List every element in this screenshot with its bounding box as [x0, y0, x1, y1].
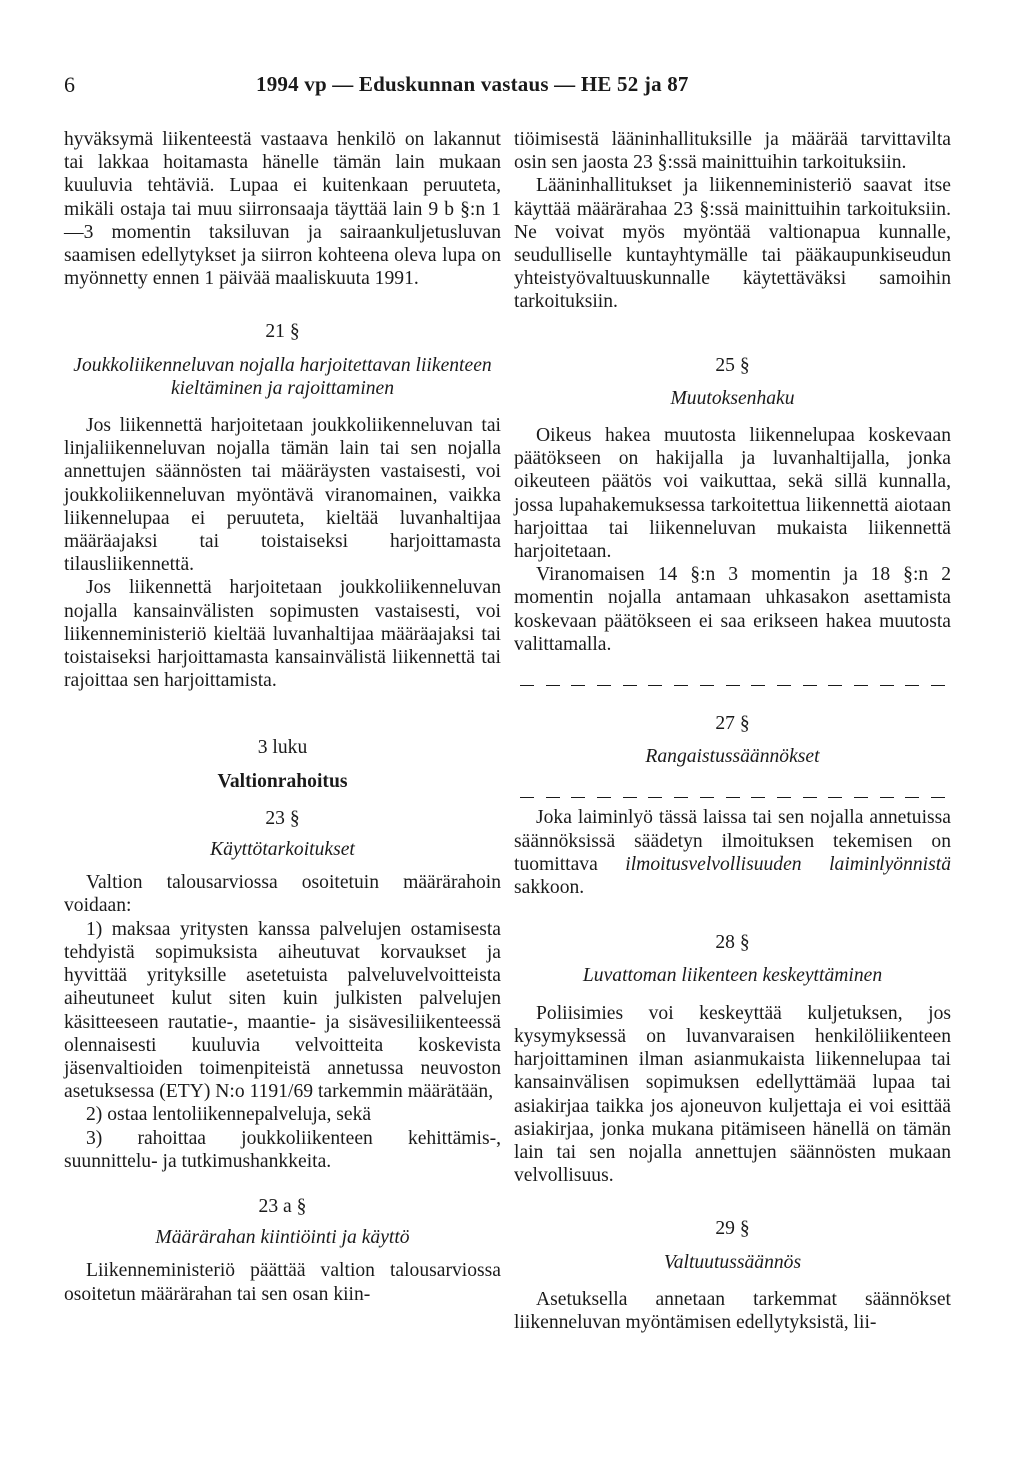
running-head: 1994 vp — Eduskunnan vastaus — HE 52 ja 87 — [256, 72, 689, 96]
section-title: Määrärahan kiintiöinti ja käyttö — [155, 1227, 410, 1249]
paragraph: Poliisimies voi keskeyttää kuljetuksen, jos kysymyksessä on luvanvaraisen henkilöliikenteen harjoittaminen ilman asianmukaista liikennelupaa tai kansainvälisen sopimuksen edellyttämää lupaa tai asiakirjaa taikka jos ajoneuvon kuljettaja ei voi esittää asiakirjaa, jonka mukana pitämiseen hänellä on tämän lain tai sen nojalla annettujen säännösten mukaan velvollisuus. — [514, 1002, 951, 1187]
section-title: Joukkoliikenneluvan nojalla harjoitettavan liikenteen kieltäminen ja rajoittaminen — [73, 354, 492, 399]
chapter-title: Valtionrahoitus — [217, 770, 348, 792]
list-item: 3) rahoittaa joukkoliikenteen kehittämis-, suunnittelu- ja tutkimushankkeita. — [64, 1127, 501, 1172]
paragraph: Oikeus hakea muutosta liikennelupaa koskevaan päätökseen on hakijalla ja luvanhaltijalla, jonka oikeuteen päätös voi vaikuttaa, sekä sillä kunnalla, jossa lupahakemuksessa tarkoitettua liikennettä aiotaan harjoittaa tai liikenneluvan mukaista liikennettä harjoitetaan. — [514, 425, 951, 563]
section-title: Rangaistussäännökset — [645, 746, 820, 768]
paragraph: Jos liikennettä harjoitetaan joukkoliikenneluvan nojalla kansainvälisten sopimusten vastaisesti, voi liikenneministeriö kieltää luvanhaltijaa määräajaksi tai toistaiseksi harjoittamasta kansainvälistä liikennettä tai rajoittaa sen harjoittamista. — [64, 577, 501, 692]
section-number: 25 § — [715, 354, 750, 376]
paragraph: Lääninhallitukset ja liikenneministeriö saavat itse käyttää määrärahaa 23 §:ssä mainittuihin tarkoituksiin. Ne voivat myös myöntää valtionapua kunnalle, seudulliselle kuntayhtymälle tai pääkaupunkiseudun yhteistyövaltuuskunnalle käytettäväksi samoihin tarkoituksiin. — [514, 175, 951, 313]
list-item: 1) maksaa yritysten kanssa palvelujen ostamisesta tehdyistä sopimuksista aiheutuvat korvaukset ja hyvittää yrityksille asetetuista palveluvelvoitteista aiheutuneet kulut siten kuin julkisten palvelujen käsitteeseen rautatie-, maantie- ja sisävesiliikenteessä olennaisesti kuuluvia velvoitteita koskevista jäsenvaltioiden toimenpiteistä annetussa neuvoston asetuksessa (ETY) N:o 1191/69 tarkemmin määrätään, — [64, 918, 501, 1103]
section-number: 23 § — [265, 807, 300, 829]
section-number: 29 § — [715, 1218, 750, 1240]
paragraph: Liikenneministeriö päättää valtion talousarviossa osoitetun määrärahan tai sen osan kiin- — [64, 1260, 501, 1305]
paragraph: Asetuksella annetaan tarkemmat säännökset liikenneluvan myöntämisen edellytyksistä, lii- — [514, 1288, 951, 1333]
left-column — [64, 128, 501, 1306]
section-title: Käyttötarkoitukset — [210, 839, 355, 861]
continued-paragraph: tiöimisestä lääninhallituksille ja määrää tarvittavilta osin sen jaosta 23 §:ssä mainittuihin tarkoituksiin. — [514, 129, 951, 174]
chapter-number: 3 luku — [257, 737, 308, 759]
section-23a — [64, 1195, 501, 1249]
section-title: Muutoksenhaku — [670, 387, 795, 409]
list-item: 2) ostaa lentoliikennepalveluja, sekä — [86, 1104, 372, 1126]
emphasized-term: ilmoitusvelvollisuuden laiminlyönnistä — [625, 853, 951, 875]
section-number: 21 § — [265, 321, 300, 343]
section-number: 28 § — [715, 932, 750, 954]
omission-divider — [514, 674, 951, 686]
paragraph: Viranomaisen 14 §:n 3 momentin ja 18 §:n 2 momentin nojalla antamaan uhkasakon asettamista koskevaan päätökseen ei saa erikseen hakea muutosta valittamalla. — [514, 564, 951, 655]
chapter-3 — [64, 736, 501, 792]
omission-divider — [514, 786, 951, 798]
section-28 — [514, 931, 951, 987]
paragraph: Joka laiminlyö tässä laissa tai sen nojalla annetuissa säännöksissä säädetyn ilmoituksen tekemisen on tuomittava ilmoitusvelvollisuuden laiminlyönnistä sakkoon. — [514, 807, 951, 899]
section-number: 23 a § — [258, 1195, 307, 1217]
section-title: Valtuutussäännös — [663, 1251, 802, 1273]
section-23 — [64, 807, 501, 861]
section-25 — [514, 354, 951, 410]
continued-paragraph: hyväksymä liikenteestä vastaava henkilö on lakannut tai lakkaa hoitamasta hänelle tämän lain mukaan kuuluvia tehtäviä. Lupaa ei kuitenkaan peruuteta, mikäli ostaja tai muu siirronsaaja täyttää lain 9 b §:n 1—3 momentin taksiluvan ja sairaankuljetusluvan saamisen edellytykset ja siirron kohteena oleva lupa on myönnetty ennen 1 päivää maaliskuuta 1991. — [64, 129, 501, 290]
paragraph: Jos liikennettä harjoitetaan joukkoliikenneluvan tai linjaliikenneluvan nojalla tämän lain tai sen nojalla annettujen säännösten tai määräysten vastaisesti, voi joukkoliikenneluvan myöntävä viranomainen, vaikka liikennelupaa ei peruuteta, kieltää luvanhaltijaa määräajaksi tai toistaiseksi harjoittamasta tilausliikennettä. — [64, 415, 501, 576]
section-title: Luvattoman liikenteen keskeyttäminen — [582, 965, 883, 987]
section-number: 27 § — [715, 713, 750, 735]
right-column — [514, 128, 951, 1334]
paragraph: Valtion talousarviossa osoitetuin määrärahoin voidaan: — [64, 872, 501, 917]
page-header — [0, 72, 1024, 106]
section-27 — [514, 712, 951, 768]
page-number: 6 — [64, 72, 75, 97]
section-29 — [514, 1217, 951, 1273]
section-21 — [64, 320, 501, 400]
